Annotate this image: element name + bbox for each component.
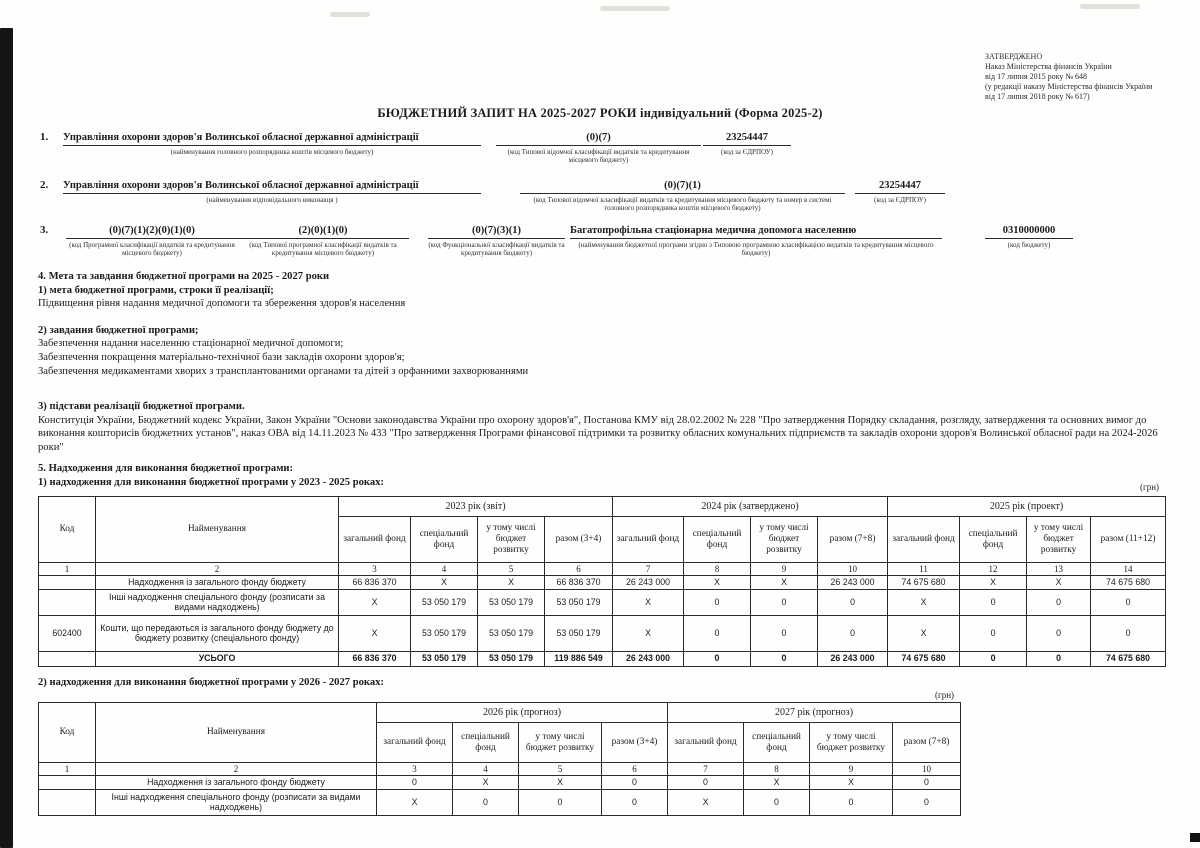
col-number: 8 xyxy=(744,763,810,776)
sub-header: у тому числі бюджет розвитку xyxy=(478,517,545,563)
cell-value: X xyxy=(888,615,960,651)
col-number: 11 xyxy=(888,563,960,576)
year-group-2023: 2023 рік (звіт) xyxy=(339,497,613,517)
cell-value: X xyxy=(888,589,960,615)
stamp-line: Наказ Міністерства фінансів України xyxy=(985,62,1112,71)
field-edrpou-code-executor xyxy=(855,179,945,204)
spacer xyxy=(38,391,1168,400)
field-value: Управління охорони здоров'я Волинської обласної державної адміністрації xyxy=(63,131,481,146)
col-number: 12 xyxy=(960,563,1027,576)
field-value: 0310000000 xyxy=(985,224,1073,239)
field-typical-program-code xyxy=(237,224,409,258)
col-number: 6 xyxy=(602,763,668,776)
col-number: 3 xyxy=(377,763,453,776)
col-number: 2 xyxy=(96,763,377,776)
col-number: 4 xyxy=(453,763,519,776)
col-number: 10 xyxy=(893,763,961,776)
field-functional-classification-code xyxy=(428,224,565,258)
cell-value: 0 xyxy=(1091,615,1166,651)
table-row xyxy=(39,789,961,815)
cell-value: 53 050 179 xyxy=(411,651,478,666)
cell-value: 0 xyxy=(960,651,1027,666)
col-header-code: Код xyxy=(39,497,96,563)
tasks-subheading: 2) завдання бюджетної програми; xyxy=(38,324,199,336)
cell-value: X xyxy=(751,576,818,590)
field-caption: (код Функціональної класифікації видатків та кредитування бюджету) xyxy=(428,240,565,257)
section-4-goals xyxy=(38,270,1168,455)
cell-name: Кошти, що передаються із загального фонду бюджету до бюджету розвитку (спеціального фонду) xyxy=(96,615,339,651)
cell-value: X xyxy=(453,776,519,790)
sub-header: спеціальний фонд xyxy=(453,723,519,763)
goal-subheading: 1) мета бюджетної програми, строки її реалізації; xyxy=(38,284,274,296)
field-caption: (код за ЄДРПОУ) xyxy=(721,147,773,156)
stamp-line: ЗАТВЕРДЖЕНО xyxy=(985,52,1043,61)
cell-value: 0 xyxy=(602,789,668,815)
cell-value: X xyxy=(613,615,684,651)
stamp-line: від 17 липня 2015 року № 648 xyxy=(985,72,1087,81)
col-number: 13 xyxy=(1027,563,1091,576)
cell-value: X xyxy=(668,789,744,815)
sub-header: у тому числі бюджет розвитку xyxy=(810,723,893,763)
cell-value: 66 836 370 xyxy=(339,576,411,590)
cell-value: 119 886 549 xyxy=(545,651,613,666)
task-line: Забезпечення покращення матеріально-технічної бази закладів охорони здоров'я; xyxy=(38,351,405,363)
col-number: 14 xyxy=(1091,563,1166,576)
cell-value: 0 xyxy=(1027,615,1091,651)
cell-value: 0 xyxy=(818,589,888,615)
table-row xyxy=(39,776,961,790)
year-group-2027: 2027 рік (прогноз) xyxy=(668,703,961,723)
section-4-heading: 4. Мета та завдання бюджетної програми на 2025 - 2027 роки xyxy=(38,271,330,282)
cell-value: 0 xyxy=(818,615,888,651)
field-value: Багатопрофільна стаціонарна медична допомога населенню xyxy=(570,224,942,239)
col-number: 9 xyxy=(751,563,818,576)
item-number: 3. xyxy=(40,224,49,236)
cell-value: 66 836 370 xyxy=(545,576,613,590)
sub-header: разом (3+4) xyxy=(602,723,668,763)
section-5-heading-block xyxy=(38,462,1168,489)
table-row xyxy=(39,576,1166,590)
section-5-sub2-heading: 2) надходження для виконання бюджетної програми у 2026 - 2027 роках: xyxy=(38,677,384,688)
col-header-code: Код xyxy=(39,703,96,763)
col-number: 5 xyxy=(519,763,602,776)
field-caption: (код Програмної класифікації видатків та кредитування місцевого бюджету) xyxy=(69,240,235,257)
cell-value: X xyxy=(478,576,545,590)
cell-value: 53 050 179 xyxy=(478,589,545,615)
field-caption: (код Типової відомчої класифікації видатків та кредитування місцевого бюджету та номер в системі головного розпорядника коштів місцевого бюджету) xyxy=(533,195,832,212)
item-number: 1. xyxy=(40,131,49,143)
cell-value: 53 050 179 xyxy=(545,589,613,615)
cell-value: X xyxy=(339,589,411,615)
field-vidomcha-code xyxy=(496,131,701,165)
field-value: (2)(0)(1)(0) xyxy=(237,224,409,239)
cell-value: 0 xyxy=(960,615,1027,651)
field-value: 23254447 xyxy=(855,179,945,194)
col-number: 1 xyxy=(39,763,96,776)
cell-code xyxy=(39,651,96,666)
table-total-row xyxy=(39,651,1166,666)
col-number: 7 xyxy=(668,763,744,776)
cell-value: X xyxy=(810,776,893,790)
field-program-name xyxy=(570,224,942,258)
field-vidomcha-code-executor xyxy=(520,179,845,213)
cell-value: 53 050 179 xyxy=(478,651,545,666)
sub-header: загальний фонд xyxy=(377,723,453,763)
cell-value: 0 xyxy=(684,589,751,615)
col-number: 9 xyxy=(810,763,893,776)
cell-value: 0 xyxy=(744,789,810,815)
sub-header: спеціальний фонд xyxy=(684,517,751,563)
stamp-line: від 17 липня 2018 року № 617) xyxy=(985,92,1090,101)
cell-value: X xyxy=(684,576,751,590)
field-value: (0)(7)(1)(2)(0)(1)(0) xyxy=(66,224,238,239)
goal-text: Підвищення рівня надання медичної допомоги та збереження здоров'я населення xyxy=(38,298,406,310)
cell-value: 0 xyxy=(893,789,961,815)
field-caption: (код Типової програмної класифікації видатків та кредитування місцевого бюджету) xyxy=(249,240,397,257)
sub-header: у тому числі бюджет розвитку xyxy=(519,723,602,763)
cell-value: 53 050 179 xyxy=(545,615,613,651)
cell-value: X xyxy=(411,576,478,590)
sub-header: разом (7+8) xyxy=(818,517,888,563)
field-value: (0)(7) xyxy=(496,131,701,146)
cell-value: 74 675 680 xyxy=(1091,651,1166,666)
cell-name: Надходження із загального фонду бюджету xyxy=(96,776,377,790)
cell-code: 602400 xyxy=(39,615,96,651)
col-header-name: Найменування xyxy=(96,703,377,763)
year-group-2025: 2025 рік (проект) xyxy=(888,497,1166,517)
sub-header: у тому числі бюджет розвитку xyxy=(1027,517,1091,563)
cell-value: 0 xyxy=(684,615,751,651)
field-value: Управління охорони здоров'я Волинської обласної державної адміністрації xyxy=(63,179,481,194)
scan-smudge xyxy=(600,6,670,11)
cell-name: Надходження із загального фонду бюджету xyxy=(96,576,339,590)
sub-header: загальний фонд xyxy=(888,517,960,563)
field-main-spender-name xyxy=(63,131,481,156)
col-number: 5 xyxy=(478,563,545,576)
cell-value: 26 243 000 xyxy=(818,576,888,590)
stamp-line: (у редакції наказу Міністерства фінансів України xyxy=(985,82,1153,91)
table-row xyxy=(39,589,1166,615)
col-number: 4 xyxy=(411,563,478,576)
sub-header: спеціальний фонд xyxy=(960,517,1027,563)
cell-name: УСЬОГО xyxy=(96,651,339,666)
col-number: 10 xyxy=(818,563,888,576)
cell-value: X xyxy=(339,615,411,651)
task-line: Забезпечення медикаментами хворих з трансплантованими органами та дітей з орфанними захворюваннями xyxy=(38,365,529,377)
cell-value: 0 xyxy=(1027,589,1091,615)
cell-value: 26 243 000 xyxy=(613,651,684,666)
section-5-heading: 5. Надходження для виконання бюджетної програми: xyxy=(38,463,294,474)
cell-value: 53 050 179 xyxy=(411,589,478,615)
cell-value: 26 243 000 xyxy=(613,576,684,590)
col-number: 8 xyxy=(684,563,751,576)
cell-value: 53 050 179 xyxy=(478,615,545,651)
cell-value: 0 xyxy=(810,789,893,815)
field-executor-name xyxy=(63,179,481,204)
year-group-2026: 2026 рік (прогноз) xyxy=(377,703,668,723)
scan-smudge xyxy=(1080,4,1140,9)
legal-basis-subheading: 3) підстави реалізації бюджетної програми. xyxy=(38,401,245,413)
scan-corner-artifact xyxy=(1190,833,1200,842)
cell-value: 0 xyxy=(602,776,668,790)
currency-note: (грн) xyxy=(935,690,955,700)
cell-value: 74 675 680 xyxy=(888,651,960,666)
sub-header: у тому числі бюджет розвитку xyxy=(751,517,818,563)
sub-header: разом (11+12) xyxy=(1091,517,1166,563)
field-budget-code xyxy=(985,224,1073,249)
scan-edge-artifact xyxy=(0,28,13,848)
revenue-table-2026-2027 xyxy=(38,702,961,816)
cell-value: X xyxy=(1027,576,1091,590)
col-header-name: Найменування xyxy=(96,497,339,563)
cell-value: 74 675 680 xyxy=(1091,576,1166,590)
cell-value: 0 xyxy=(668,776,744,790)
cell-value: 53 050 179 xyxy=(411,615,478,651)
cell-value: 0 xyxy=(1027,651,1091,666)
sub-header: загальний фонд xyxy=(339,517,411,563)
sub-header: загальний фонд xyxy=(668,723,744,763)
cell-value: 0 xyxy=(960,589,1027,615)
cell-value: 0 xyxy=(684,651,751,666)
cell-value: X xyxy=(519,776,602,790)
year-group-2024: 2024 рік (затверджено) xyxy=(613,497,888,517)
cell-value: 66 836 370 xyxy=(339,651,411,666)
sub-header: разом (3+4) xyxy=(545,517,613,563)
cell-value: X xyxy=(960,576,1027,590)
cell-value: X xyxy=(377,789,453,815)
cell-value: X xyxy=(613,589,684,615)
col-number: 6 xyxy=(545,563,613,576)
task-line: Забезпечення надання населенню стаціонарної медичної допомоги; xyxy=(38,338,344,350)
approval-stamp xyxy=(985,52,1200,102)
section-5-sub1-heading: 1) надходження для виконання бюджетної програми у 2023 - 2025 роках: xyxy=(38,476,384,488)
cell-value: X xyxy=(744,776,810,790)
currency-note: (грн) xyxy=(1140,482,1160,492)
sub-header: разом (7+8) xyxy=(893,723,961,763)
cell-value: 0 xyxy=(453,789,519,815)
cell-name: Інші надходження спеціального фонду (розписати за видами надходжень) xyxy=(96,789,377,815)
cell-value: 0 xyxy=(751,615,818,651)
cell-code xyxy=(39,589,96,615)
cell-value: 0 xyxy=(751,589,818,615)
cell-value: 0 xyxy=(751,651,818,666)
scan-smudge xyxy=(330,12,370,17)
sub-header: спеціальний фонд xyxy=(411,517,478,563)
legal-basis-text: Конституція України, Бюджетний кодекс України, Закон України "Основи законодавства України про охорону здоров'я", Постанова КМУ від 28.02.2002 № 228 "Про затвердження Порядку складання, розгляду, затвердження та основних вимог до виконання кошторисів бюджетних установ", наказ ОВА від 14.11.2023 № 433 "Про затвердження Програми фінансової підтримки та розвитку обласних комунальних підприємств та закладів охорони здоров'я Волинської обласної ради на 2024-2026 роки" xyxy=(38,414,1158,453)
item-number: 2. xyxy=(40,179,49,191)
cell-name: Інші надходження спеціального фонду (розписати за видами надходжень) xyxy=(96,589,339,615)
sub-header: спеціальний фонд xyxy=(744,723,810,763)
cell-value: 74 675 680 xyxy=(888,576,960,590)
cell-value: 0 xyxy=(519,789,602,815)
field-program-classification-code xyxy=(66,224,238,258)
cell-code xyxy=(39,776,96,790)
revenue-table-2023-2025 xyxy=(38,496,1166,667)
field-caption: (код за ЄДРПОУ) xyxy=(874,195,926,204)
col-number: 2 xyxy=(96,563,339,576)
field-value: (0)(7)(3)(1) xyxy=(428,224,565,239)
field-caption: (найменування відповідального виконавця ) xyxy=(206,195,338,204)
cell-value: 0 xyxy=(893,776,961,790)
cell-code xyxy=(39,576,96,590)
form-title: БЮДЖЕТНИЙ ЗАПИТ НА 2025-2027 РОКИ індивідуальний (Форма 2025-2) xyxy=(377,106,823,120)
col-number: 3 xyxy=(339,563,411,576)
field-caption: (код бюджету) xyxy=(1007,240,1051,249)
field-value: (0)(7)(1) xyxy=(520,179,845,194)
cell-value: 0 xyxy=(1091,589,1166,615)
col-number: 7 xyxy=(613,563,684,576)
field-caption: (найменування бюджетної програми згідно з Типовою програмною класифікацією видатків та кредитування місцевого бюджету) xyxy=(578,240,934,257)
field-value: 23254447 xyxy=(703,131,791,146)
field-caption: (найменування головного розпорядника коштів місцевого бюджету) xyxy=(170,147,374,156)
spacer xyxy=(38,311,1168,324)
col-number: 1 xyxy=(39,563,96,576)
field-caption: (код Типової відомчої класифікації видатків та кредитування місцевого бюджету) xyxy=(507,147,690,164)
table-row xyxy=(39,615,1166,651)
sub-header: загальний фонд xyxy=(613,517,684,563)
field-edrpou-code xyxy=(703,131,791,156)
spacer xyxy=(38,378,1168,391)
cell-value: 26 243 000 xyxy=(818,651,888,666)
cell-code xyxy=(39,789,96,815)
cell-value: 0 xyxy=(377,776,453,790)
